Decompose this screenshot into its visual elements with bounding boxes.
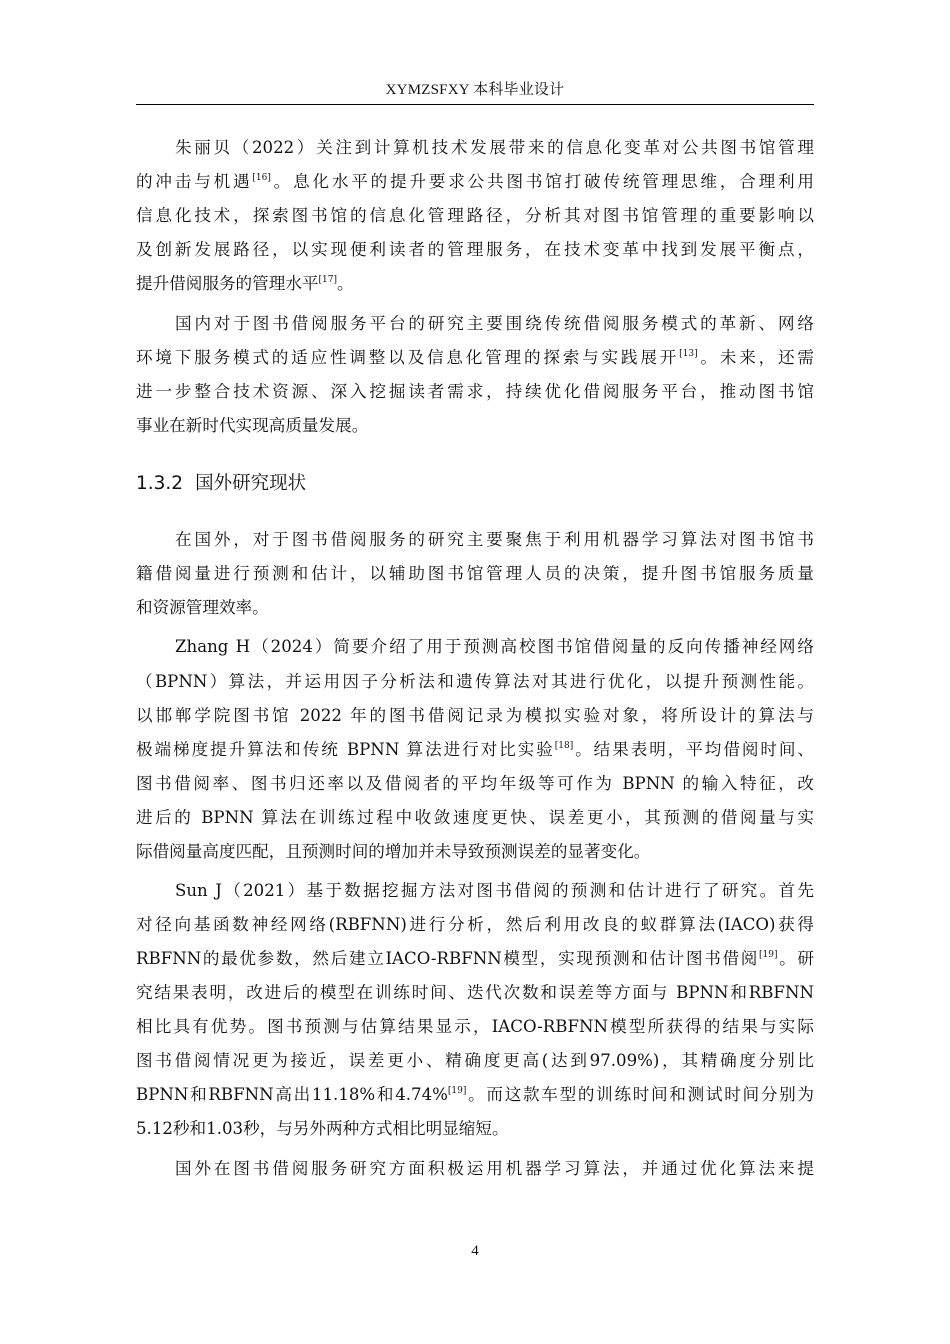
citation-marker: [13] [679,349,698,359]
paragraph-1-line-4: 及创新发展路径，以实现便利读者的管理服务，在技术变革中找到发展平衡点， [136,240,814,259]
running-header: XYMZSFXY 本科毕业设计 [385,82,565,98]
paragraph-5-line-8: 5.12秒和1.03秒，与另外两种方式相比明显缩短。 [136,1119,509,1138]
text-run: 极端梯度提升算法和传统 BPNN 算法进行对比实验 [136,740,555,759]
citation-marker: [18] [554,741,574,751]
paragraph-4-line-1: Zhang H（2024）简要介绍了用于预测高校图书馆借阅量的反向传播神经网络 [175,637,814,656]
paragraph-5-line-6: 图书借阅情况更为接近，误差更小、精确度更高(达到97.09%)，其精确度分别比 [136,1051,814,1070]
paragraph-1-line-5 [136,274,814,294]
paragraph-3-line-2: 籍借阅量进行预测和估计，以辅助图书馆管理人员的决策，提升图书馆服务质量 [136,564,814,583]
paragraph-4-line-5: 图书借阅率、图书归还率以及借阅者的平均年级等可作为 BPNN 的输入特征，改 [136,774,814,793]
paragraph-2-line-3: 进一步整合技术资源、深入挖掘读者需求，持续优化借阅服务平台，推动图书馆 [136,382,814,401]
paragraph-4-line-7: 际借阅量高度匹配，且预测时间的增加并未导致预测误差的显著变化。 [136,842,651,861]
paragraph-5-line-2: 对径向基函数神经网络(RBFNN)进行分析，然后利用改良的蚁群算法(IACO)获得 [136,915,814,934]
paragraph-4-line-6: 进后的 BPNN 算法在训练过程中收敛速度更快、误差更小，其预测的借阅量与实 [136,808,814,827]
section-title: 国外研究现状 [195,473,307,494]
paragraph-5-line-4: 究结果表明，改进后的模型在训练时间、迭代次数和误差等方面与 BPNN和RBFNN [136,983,814,1002]
paragraph-1-line-2 [136,172,814,192]
paragraph-4-line-3: 以邯郸学院图书馆 2022 年的图书借阅记录为模拟实验对象，将所设计的算法与 [136,706,814,725]
paragraph-5-line-3 [136,949,814,969]
section-heading [136,473,306,495]
paragraph-4-line-2: （BPNN）算法，并运用因子分析法和遗传算法对其进行优化，以提升预测性能。 [136,672,814,691]
text-run: RBFNN的最优参数，然后建立IACO-RBFNN模型，实现预测和估计图书借阅 [136,949,759,968]
section-number: 1.3.2 [136,473,184,494]
paragraph-2-line-1: 国内对于图书借阅服务平台的研究主要围绕传统借阅服务模式的革新、网络 [175,314,814,333]
text-run: 。未来，还需 [697,348,815,367]
paragraph-2-line-2 [136,348,814,368]
text-run: 环境下服务模式的适应性调整以及信息化管理的探索与实践展开 [136,348,680,367]
text-run: 。 [337,274,354,293]
text-run: 。研 [777,949,814,968]
text-run: 提升借阅服务的管理水平 [136,274,319,293]
paragraph-6-line-1: 国外在图书借阅服务研究方面积极运用机器学习算法，并通过优化算法来提 [175,1159,814,1178]
paragraph-1-line-3: 信息化技术，探索图书馆的信息化管理路径，分析其对图书馆管理的重要影响以 [136,206,814,225]
text-run: 。而这款车型的训练时间和测试时间分别为 [466,1085,815,1104]
text-run: 。结果表明，平均借阅时间、 [573,740,815,759]
citation-marker: [17] [318,275,338,285]
citation-marker: [16] [252,173,271,183]
header-divider [136,104,814,105]
paragraph-5-line-5: 相比具有优势。图书预测与估算结果显示，IACO-RBFNN模型所获得的结果与实际 [136,1017,814,1036]
paragraph-2-line-4: 事业在新时代实现高质量发展。 [136,416,369,435]
citation-marker: [19] [447,1086,467,1096]
page-number: 4 [471,1243,479,1259]
text-run: 的冲击与机遇 [136,172,253,191]
paragraph-5-line-1: Sun J（2021）基于数据挖掘方法对图书借阅的预测和估计进行了研究。首先 [175,881,814,900]
paragraph-5-line-7 [136,1085,814,1105]
text-run: BPNN和RBFNN高出11.18%和4.74% [136,1085,448,1104]
paragraph-4-line-4 [136,740,814,760]
citation-marker: [19] [759,950,778,960]
paragraph-3-line-1: 在国外，对于图书借阅服务的研究主要聚焦于利用机器学习算法对图书馆书 [175,530,814,549]
text-run: 。息化水平的提升要求公共图书馆打破传统管理思维，合理利用 [270,172,815,191]
paragraph-3-line-3: 和资源管理效率。 [136,598,269,617]
paragraph-1-line-1: 朱丽贝（2022）关注到计算机技术发展带来的信息化变革对公共图书馆管理 [175,138,814,157]
